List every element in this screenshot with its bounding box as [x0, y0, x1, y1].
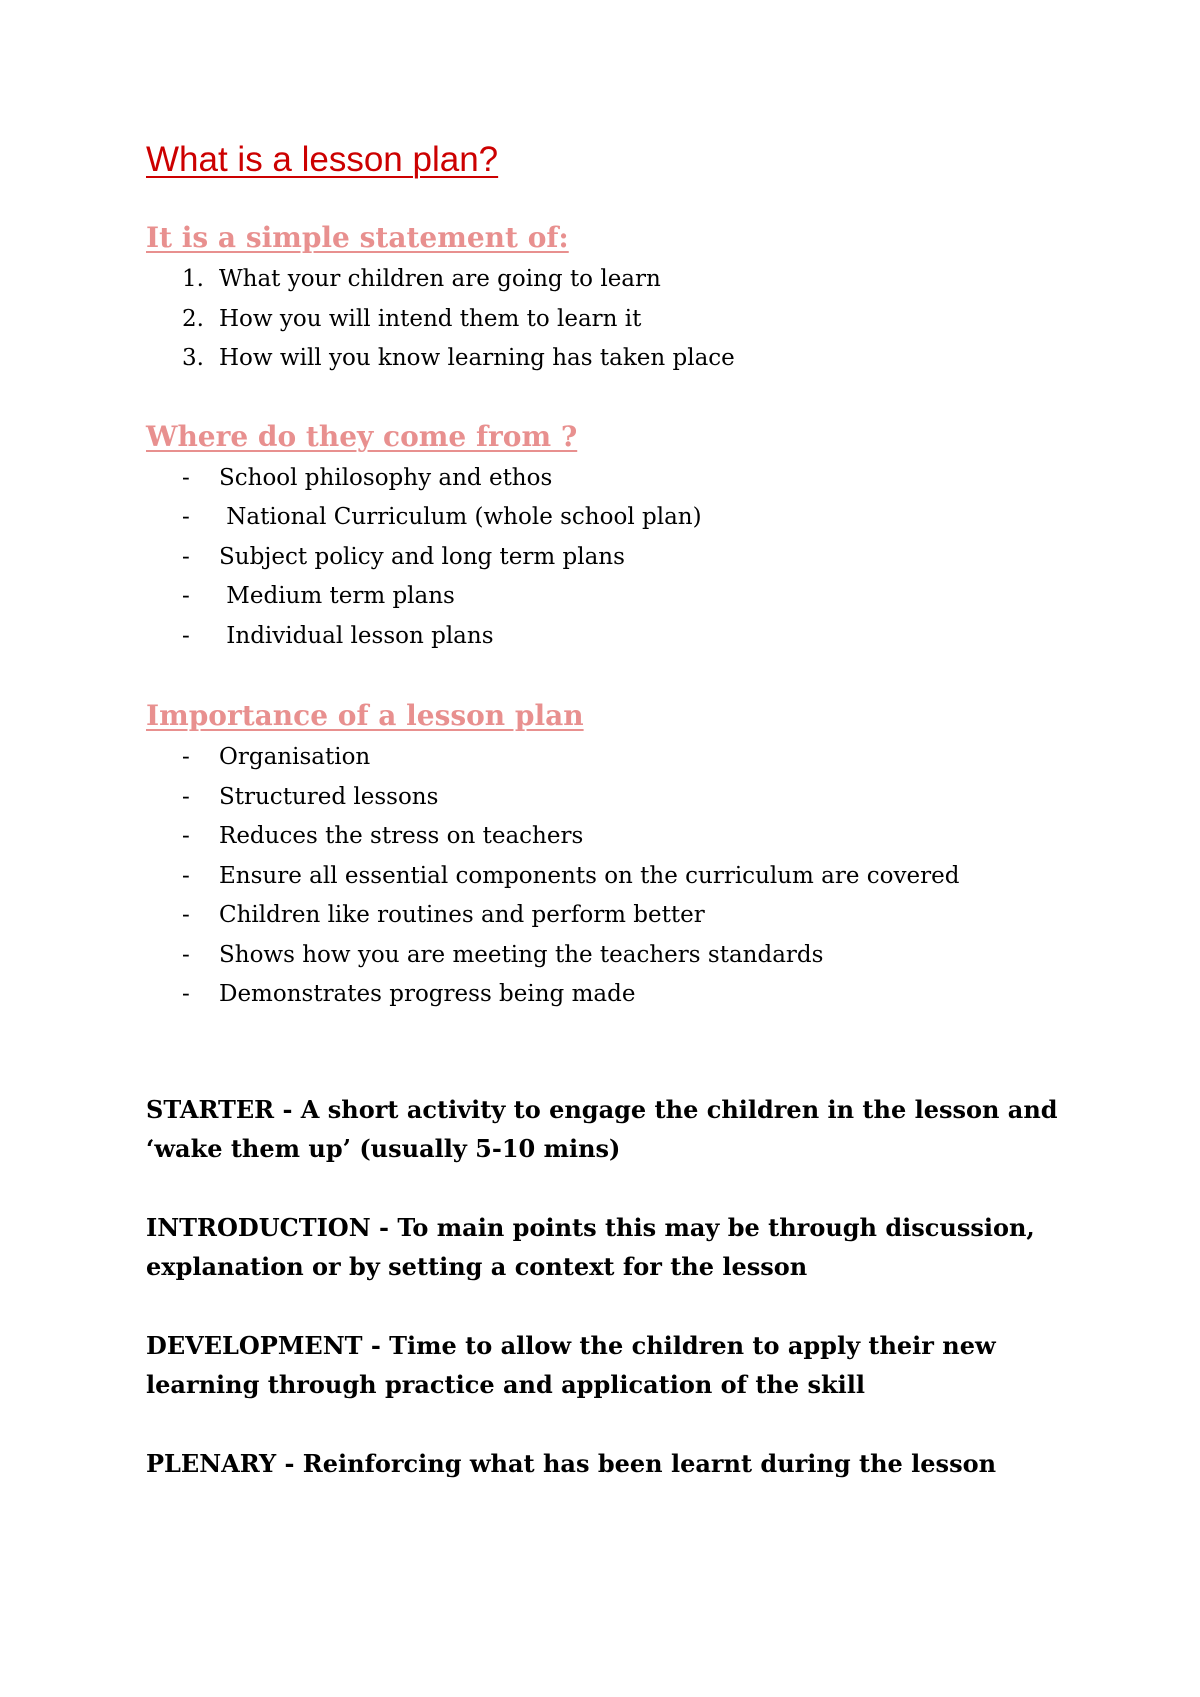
list-item: [146, 857, 1126, 897]
stage-plenary-paragraph: PLENARY - Reinforcing what has been learnt during the lesson: [146, 1448, 997, 1478]
dash-bullet: -: [182, 823, 190, 849]
dash-bullet: -: [182, 543, 190, 570]
list-item-text: Medium term plans: [219, 583, 455, 609]
list-item-text: What your children are going to learn: [219, 266, 661, 292]
list-item-text: Organisation: [219, 744, 371, 770]
list-item: [146, 778, 1126, 818]
list-item: [146, 975, 1126, 1015]
dash-bullet: -: [182, 941, 190, 968]
list-item-text: Shows how you are meeting the teachers standards: [219, 941, 824, 968]
list-item: [146, 538, 1126, 578]
dash-bullet: -: [182, 464, 190, 491]
list-item: [146, 896, 1126, 936]
list-item: [146, 260, 1126, 300]
list-item-text: Demonstrates progress being made: [219, 981, 636, 1007]
list-item: [146, 339, 1126, 379]
importance-list: [146, 738, 1126, 1015]
list-item-text: Children like routines and perform better: [219, 902, 705, 928]
list-item-text: Individual lesson plans: [219, 622, 494, 649]
dash-bullet: -: [182, 862, 190, 889]
list-item: [146, 617, 1126, 657]
list-item-text: Reduces the stress on teachers: [219, 823, 584, 849]
dash-bullet: -: [182, 583, 190, 609]
dash-bullet: -: [182, 504, 190, 530]
list-item-text: How you will intend them to learn it: [219, 305, 642, 332]
stage-development-paragraph: DEVELOPMENT - Time to allow the children to apply their new learning through practice and application of the skill: [146, 1330, 996, 1399]
list-item-text: Ensure all essential components on the curriculum are covered: [219, 862, 960, 889]
list-item: [146, 498, 1126, 538]
document-title: What is a lesson plan?: [146, 140, 499, 179]
dash-bullet: -: [182, 902, 190, 928]
list-item-text: School philosophy and ethos: [219, 464, 553, 491]
dash-bullet: -: [182, 622, 190, 649]
list-item-text: Structured lessons: [219, 783, 439, 810]
list-number: 1.: [182, 266, 204, 292]
where-from-list: [146, 459, 1126, 657]
list-item: [146, 936, 1126, 976]
list-item: [146, 300, 1126, 340]
list-item-text: National Curriculum (whole school plan): [219, 504, 702, 530]
section-heading-where-from: Where do they come from ?: [146, 419, 578, 453]
stage-starter-paragraph: STARTER - A short activity to engage the children in the lesson and ‘wake them up’ (usually 5-10 mins): [146, 1094, 1058, 1163]
list-item: [146, 817, 1126, 857]
list-item: [146, 459, 1126, 499]
list-item-text: How will you know learning has taken place: [219, 345, 735, 371]
simple-statement-list: [146, 260, 1126, 379]
section-heading-simple-statement: It is a simple statement of:: [146, 221, 569, 254]
section-heading-importance: Importance of a lesson plan: [146, 699, 584, 732]
stage-introduction-paragraph: INTRODUCTION - To main points this may be through discussion, explanation or by setting a context for the lesson: [146, 1212, 1035, 1281]
dash-bullet: -: [182, 783, 190, 810]
list-item: [146, 738, 1126, 778]
document-page: [146, 138, 1126, 1483]
dash-bullet: -: [182, 981, 190, 1007]
list-number: 2.: [182, 305, 204, 332]
list-item: [146, 577, 1126, 617]
list-item-text: Subject policy and long term plans: [219, 543, 625, 570]
dash-bullet: -: [182, 744, 190, 770]
list-number: 3.: [182, 345, 204, 371]
